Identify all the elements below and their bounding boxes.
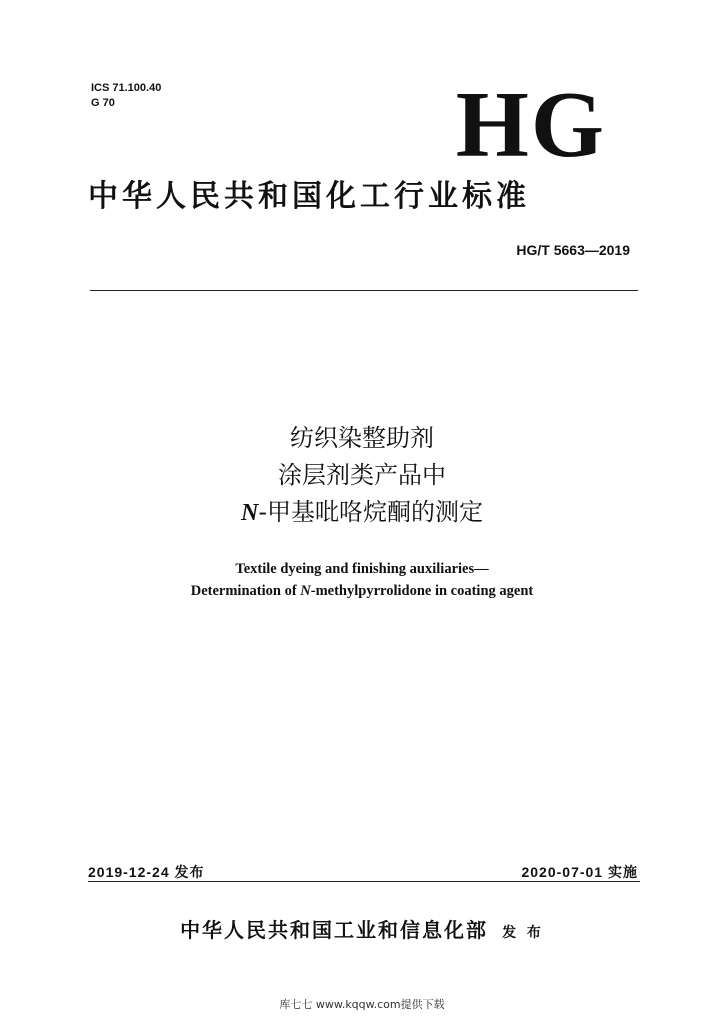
english-title-line-1: Textile dyeing and finishing auxiliaries— xyxy=(235,561,489,577)
ics-classification xyxy=(91,81,161,111)
chinese-title-line-2: 涂层剂类产品中 xyxy=(278,461,446,489)
standard-type-heading: 中华人民共和国化工行业标准 xyxy=(88,179,530,214)
header-divider xyxy=(90,290,638,291)
chinese-title-line-1: 纺织染整助剂 xyxy=(290,424,434,452)
footer-divider xyxy=(88,881,640,882)
english-title-line-2-pre: Determination of xyxy=(190,583,301,599)
download-footer: 库七七 www.kqqw.com提供下载 xyxy=(279,998,445,1011)
english-title-line-2-post: -methylpyrrolidone in coating agent xyxy=(310,583,534,599)
english-title-italic-n: N xyxy=(300,583,311,599)
standard-number: HG/T 5663—2019 xyxy=(516,242,630,258)
implementation-date: 2020-07-01 实施 xyxy=(521,864,638,880)
issuer-row xyxy=(0,914,724,943)
chinese-title xyxy=(0,420,724,532)
hg-logo: HG xyxy=(455,73,606,177)
chinese-title-italic-n: N xyxy=(240,500,259,526)
english-title-line-2 xyxy=(0,580,724,602)
issuer-name: 中华人民共和国工业和信息化部 xyxy=(180,918,489,942)
ccs-code: G 70 xyxy=(91,97,115,109)
publish-label: 发 布 xyxy=(502,925,544,941)
chinese-title-line-3 xyxy=(0,494,724,532)
chinese-title-line-3-rest: -甲基吡咯烷酮的测定 xyxy=(258,498,483,526)
english-title xyxy=(0,558,724,602)
issue-date: 2019-12-24 发布 xyxy=(88,864,205,880)
ics-code: ICS 71.100.40 xyxy=(91,82,162,94)
